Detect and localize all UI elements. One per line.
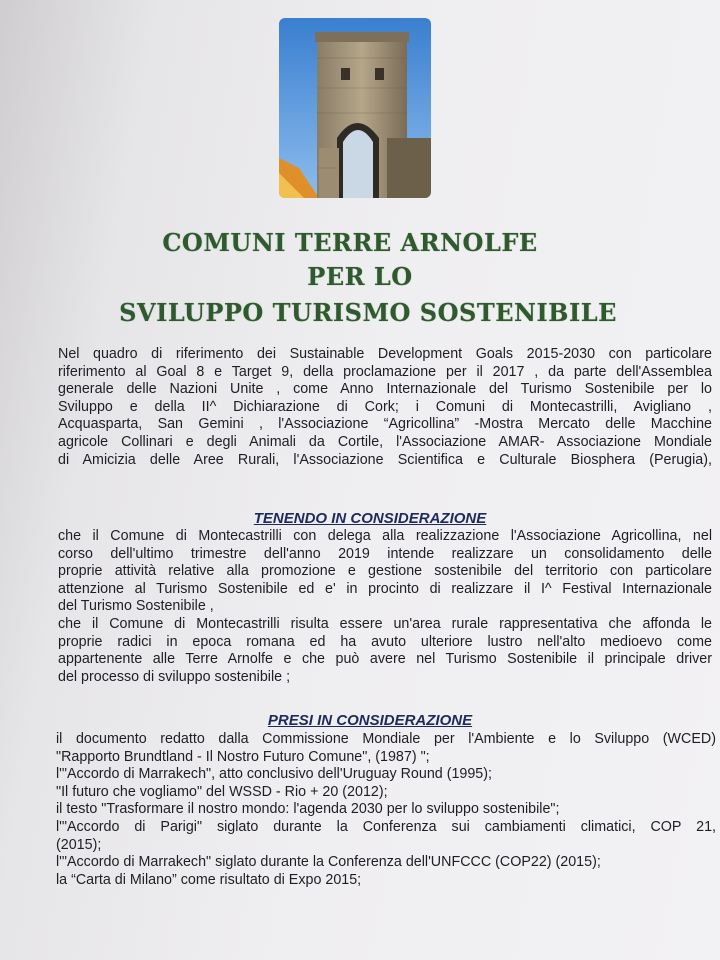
section2-line: l'"Accordo di Marrakech", atto conclusivo dell'Uruguay Round (1995);: [56, 766, 492, 783]
section1-line: attenzione al Turismo Sostenibile ed e' in procinto di realizzare il I^ Festival Internazionale: [58, 580, 712, 597]
stone-tower-gate-photo: [279, 18, 431, 198]
intro-line: Sviluppo e della II^ Dichiarazione di Cork; i Comuni di Montecastrilli, Avigliano ,: [58, 398, 712, 415]
section1-line: che il Comune di Montecastrilli risulta essere un'area rurale rappresentativa che affonda le: [58, 615, 712, 632]
intro-line: di Amicizia delle Aree Rurali, l'Associazione Scientifica e Culturale Biosphera (Perugia),: [58, 451, 712, 468]
section2-line: il testo "Trasformare il nostro mondo: l'agenda 2030 per lo sviluppo sostenibile";: [56, 801, 560, 818]
section2-line: "Rapporto Brundtland - Il Nostro Futuro Comune", (1987) ";: [56, 748, 430, 765]
section2-line: "Il futuro che vogliamo" del WSSD - Rio + 20 (2012);: [56, 783, 388, 800]
section1-line: che il Comune di Montecastrilli con delega alla realizzazione l'Associazione Agricollina, nel: [58, 528, 712, 544]
title-line-1: COMUNI TERRE ARNOLFE: [162, 228, 538, 257]
section-heading-tenendo: TENENDO IN CONSIDERAZIONE: [253, 510, 487, 527]
intro-line: generale delle Nazioni Unite , come Anno Internazionale del Turismo Sostenibile per lo: [58, 381, 712, 398]
section-heading-presi: PRESI IN CONSIDERAZIONE: [267, 712, 473, 729]
intro-paragraph: [58, 346, 712, 469]
section1-line: appartenente alle Terre Arnolfe e che può avere nel Turismo Sostenibile il principale driver: [58, 651, 712, 668]
section1-line: del Turismo Sostenibile ,: [58, 598, 214, 615]
title-line-2: PER LO: [307, 262, 413, 291]
intro-line: agricole Collinari e degli Animali da Cortile, l'Associazione AMAR- Associazione Mondiale: [58, 433, 712, 450]
intro-line: Acquasparta, San Gemini , l'Associazione “Agricollina” -Mostra Mercato delle Macchine: [58, 416, 712, 433]
intro-line: riferimento al Goal 8 e Target 9, della proclamazione per il 2017 , da parte dell'Assemblea: [58, 363, 712, 380]
section1-line: proprie attività relative alla promozione e gestione sostenibile del territorio con particolare: [58, 563, 712, 580]
section2-line: l'"Accordo di Marrakech" siglato durante la Conferenza dell'UNFCCC (COP22) (2015);: [56, 854, 601, 871]
section2-line: (2015);: [56, 836, 102, 853]
section1-line: proprie radici in epoca romana ed ha avuto ulteriore lustro nell'alto medioevo come: [58, 633, 712, 650]
section1-line: corso dell'ultimo trimestre dell'anno 2019 intende realizzare un consolidamento delle: [58, 545, 712, 562]
intro-line: Nel quadro di riferimento dei Sustainable Development Goals 2015-2030 con particolare: [58, 346, 712, 362]
section1-line: del processo di sviluppo sostenibile ;: [58, 668, 291, 685]
section2-paragraph: [56, 731, 716, 889]
section2-line: il documento redatto dalla Commissione Mondiale per l'Ambiente e lo Sviluppo (WCED): [56, 731, 716, 747]
section2-line: la “Carta di Milano” come risultato di Expo 2015;: [56, 871, 362, 888]
section2-line: l'"Accordo di Parigi" siglato durante la Conferenza sui cambiamenti climatici, COP 21,: [56, 818, 716, 835]
title-line-3: SVILUPPO TURISMO SOSTENIBILE: [119, 298, 617, 327]
section1-paragraph: [58, 528, 712, 686]
